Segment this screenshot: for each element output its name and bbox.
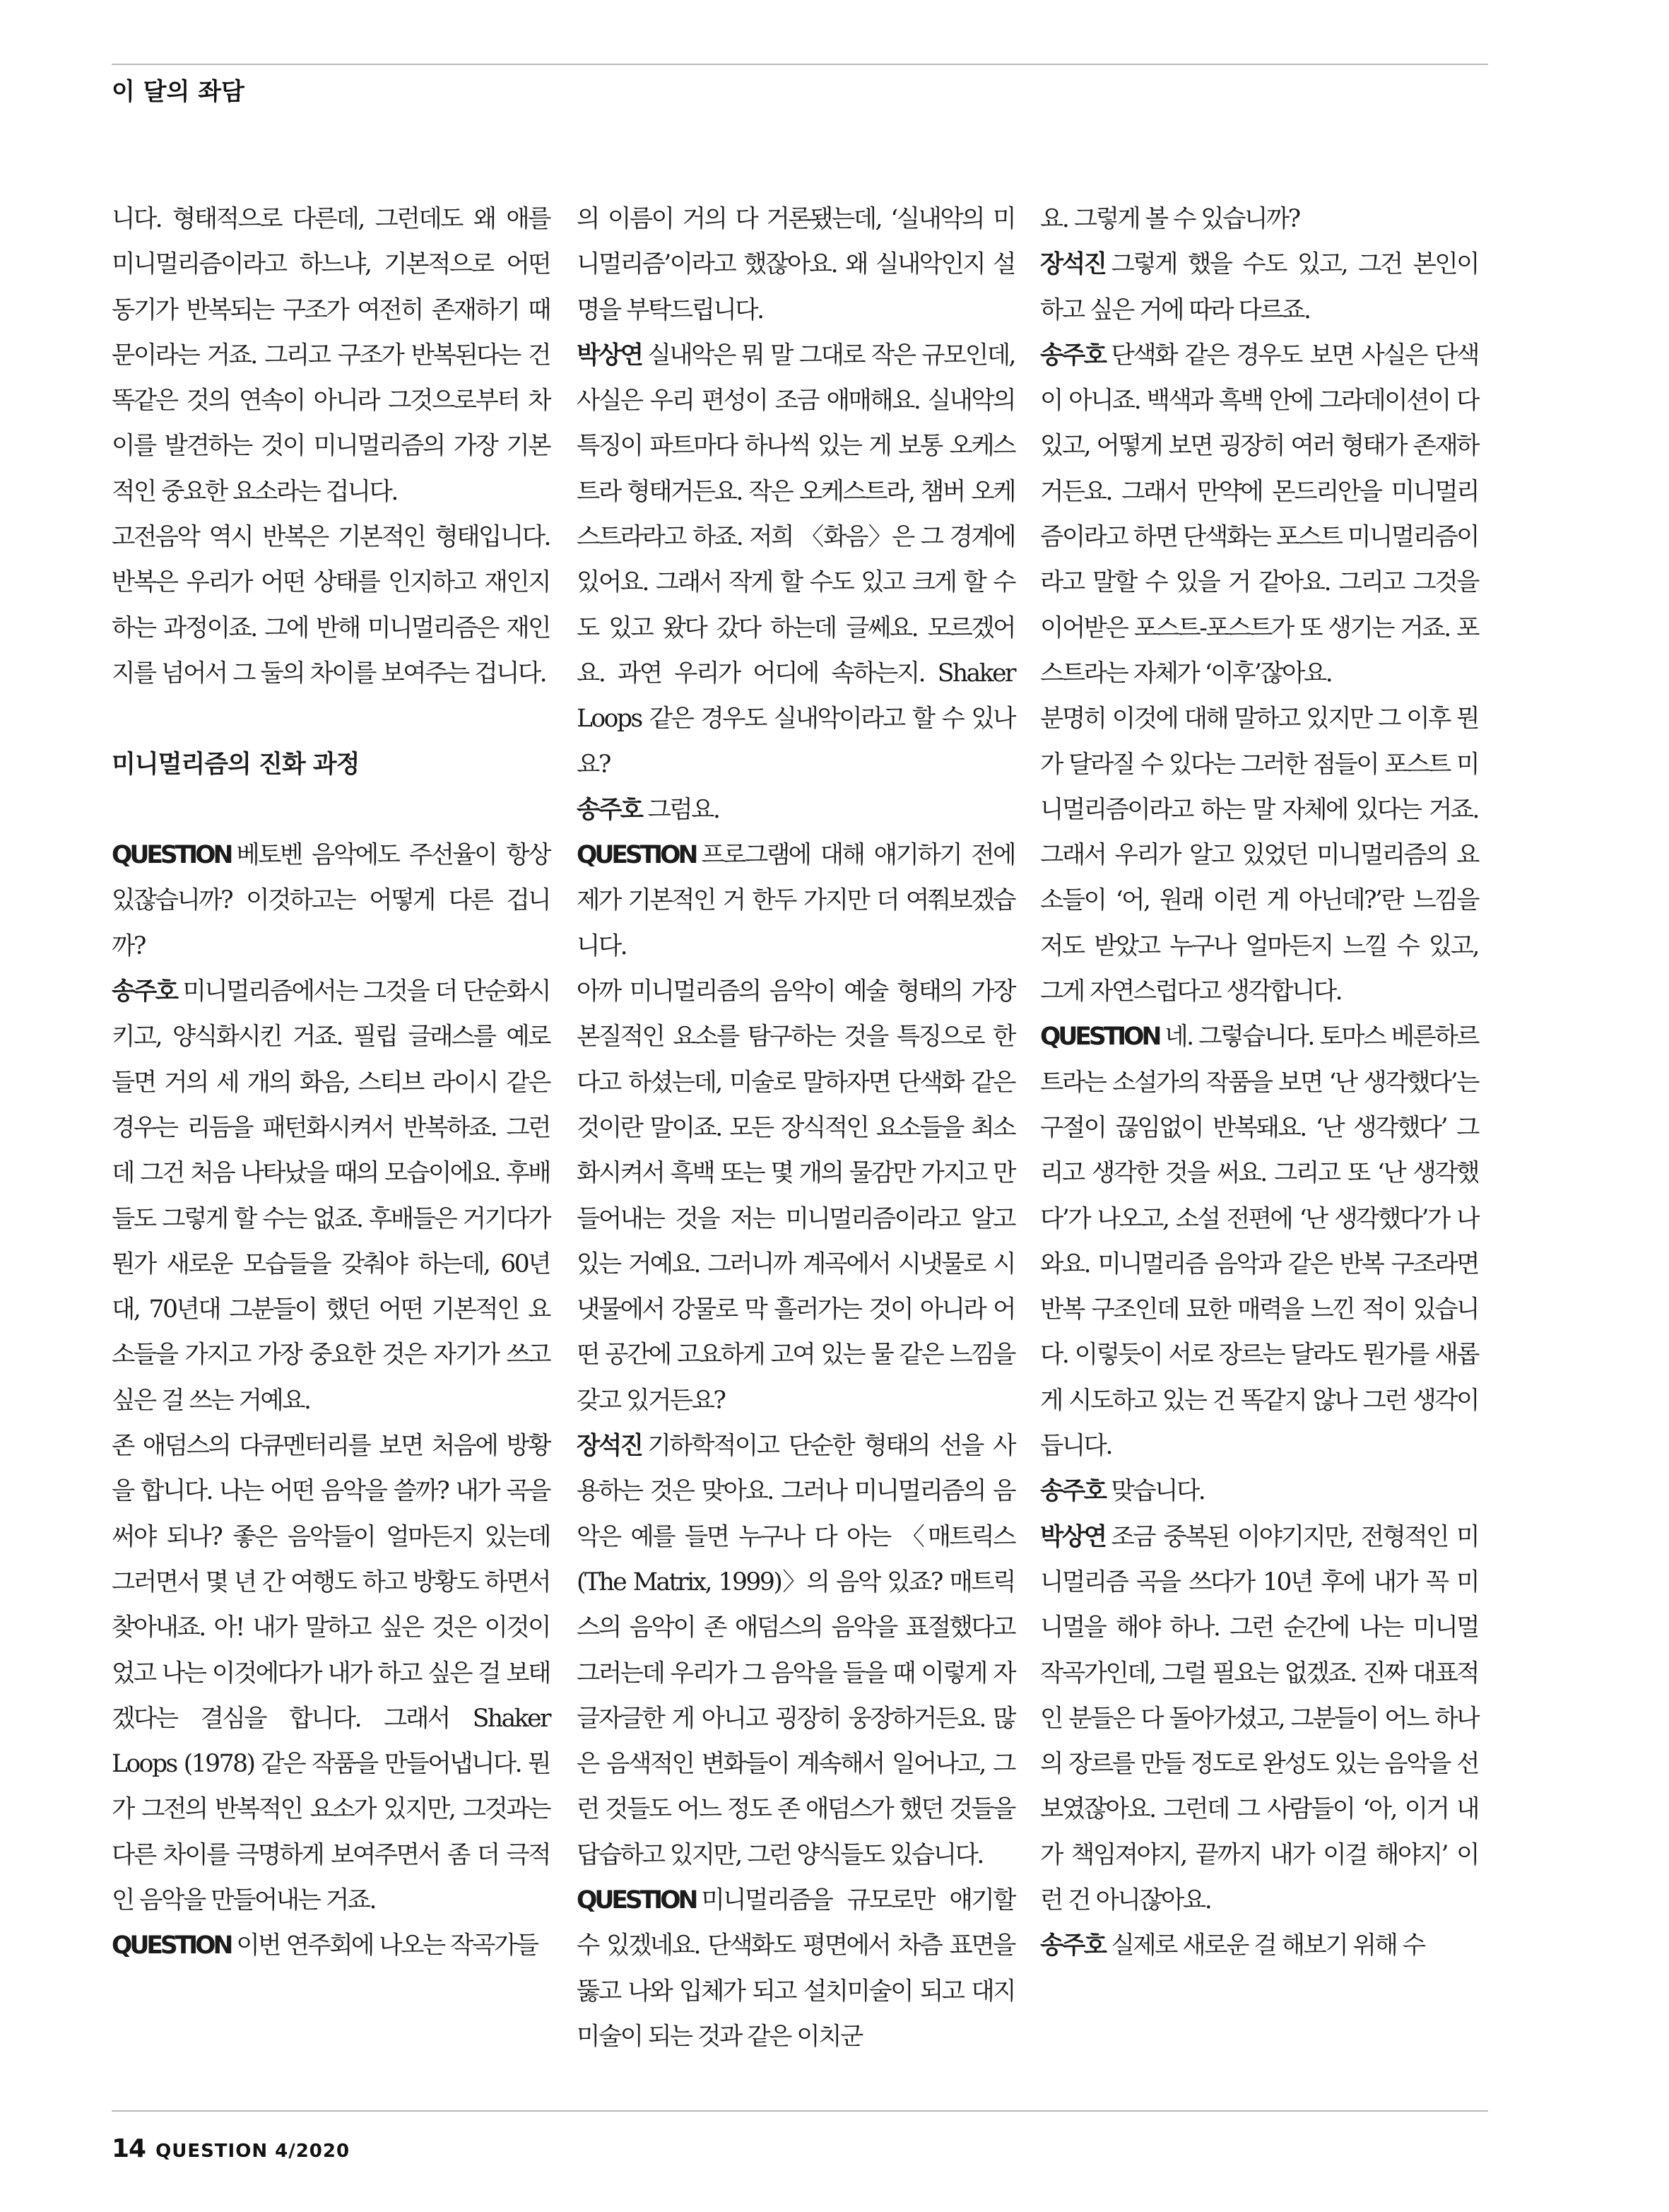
body-paragraph <box>577 1423 1015 1878</box>
paragraph-text: 미니멀리즘을 규모로만 얘기할 수 있겠네요. 단색화도 평면에서 차츰 표면을 뚫고 나와 입체가 되고 설치미술이 되고 대지미술이 되는 것과 같은 이치군 <box>577 1886 1015 2051</box>
text-column-1 <box>112 196 550 1969</box>
body-paragraph <box>1040 333 1478 696</box>
paragraph-text: 미니멀리즘에서는 그것을 더 단순화시키고, 양식화시킨 거죠. 필립 글래스를 예로 들면 거의 세 개의 화음, 스티브 라이시 같은 경우는 리듬을 패턴화시켜서 반복하죠. 그런데 그건 처음 나타났을 때의 모습이에요. 후배들도 그렇게 할 수는 없죠. 후배들은 거기다가 뭔가 새로운 모습들을 갖춰야 하는데, 60년대, 70년대 그분들이 했던 어떤 기본적인 요소들을 가지고 가장 중요한 것은 자기가 쓰고 싶은 걸 쓰는 거예요. <box>112 977 550 1415</box>
speaker-name: 박상연 <box>1040 1522 1106 1551</box>
body-paragraph <box>112 196 550 514</box>
paragraph-text: 고전음악 역시 반복은 기본적인 형태입니다. 반복은 우리가 어떤 상태를 인지하고 재인지하는 과정이죠. 그에 반해 미니멀리즘은 재인지를 넘어서 그 둘의 차이를 보여주는 겁니다. <box>112 523 550 688</box>
body-paragraph <box>1040 242 1478 333</box>
paragraph-text: 요. 그렇게 볼 수 있습니까? <box>1040 205 1299 233</box>
speaker-name: QUESTION <box>112 841 231 870</box>
body-paragraph <box>577 969 1015 1423</box>
paragraph-text: 베토벤 음악에도 주선율이 항상 있잖습니까? 이것하고는 어떻게 다른 겁니까? <box>112 841 550 960</box>
paragraph-text: 실제로 새로운 걸 해보기 위해 수 <box>1111 1931 1425 1960</box>
body-paragraph <box>1040 1923 1478 1968</box>
body-paragraph <box>1040 1014 1478 1469</box>
section-title: 이 달의 좌담 <box>112 78 244 106</box>
speaker-name: 송주호 <box>1040 1477 1106 1506</box>
speaker-name: 장석진 <box>577 1432 642 1461</box>
body-paragraph <box>112 969 550 1423</box>
body-paragraph <box>577 833 1015 969</box>
paragraph-text: 분명히 이것에 대해 말하고 있지만 그 이후 뭔가 달라질 수 있다는 그러한 점들이 포스트 미니멀리즘이라고 하는 말 자체에 있다는 거죠. 그래서 우리가 알고 있었던 미니멀리즘의 요소들이 ‘어, 원래 이런 게 아닌데?’란 느낌을 저도 받았고 누구나 얼마든지 느낄 수 있고, 그게 자연스럽다고 생각합니다. <box>1040 705 1478 1006</box>
magazine-issue: QUESTION 4/2020 <box>155 2141 350 2162</box>
speaker-name: 박상연 <box>577 341 642 370</box>
body-paragraph <box>112 514 550 696</box>
header-rule <box>112 64 1488 65</box>
body-paragraph <box>1040 196 1478 242</box>
paragraph-text: 실내악은 뭐 말 그대로 작은 규모인데, 사실은 우리 편성이 조금 애매해요. 실내악의 특징이 파트마다 하나씩 있는 게 보통 오케스트라 형태거든요. 작은 오케스트라, 챔버 오케스트라라고 하죠. 저희 〈화음〉은 그 경계에 있어요. 그래서 작게 할 수도 있고 크게 할 수도 있고 왔다 갔다 하는데 글쎄요. 모르겠어요. 과연 우리가 어디에 속하는지. Shaker Loops 같은 경우도 실내악이라고 할 수 있나요? <box>577 341 1015 779</box>
speaker-name: 송주호 <box>112 977 177 1006</box>
body-paragraph <box>1040 696 1478 1014</box>
body-paragraph <box>577 787 1015 833</box>
paragraph-text: 아까 미니멀리즘의 음악이 예술 형태의 가장 본질적인 요소를 탐구하는 것을 특징으로 한다고 하셨는데, 미술로 말하자면 단색화 같은 것이란 말이죠. 모든 장식적인 요소들을 최소화시켜서 흑백 또는 몇 개의 물감만 가지고 만들어내는 것을 저는 미니멀리즘이라고 알고 있는 거예요. 그러니까 계곡에서 시냇물로 시냇물에서 강물로 막 흘러가는 것이 아니라 어떤 공간에 고요하게 고여 있는 물 같은 느낌을 갖고 있거든요? <box>577 977 1015 1415</box>
paragraph-text: 이번 연주회에 나오는 작곡가들 <box>236 1931 538 1960</box>
paragraph-text: 기하학적이고 단순한 형태의 선을 사용하는 것은 맞아요. 그러나 미니멀리즘의 음악은 예를 들면 누구나 다 아는 〈매트릭스(The Matrix, 1999)〉의 음악 있죠? 매트릭스의 음악이 존 애덤스의 음악을 표절했다고 그러는데 우리가 그 음악을 들을 때 이렇게 자글자글한 게 아니고 굉장히 웅장하거든요. 많은 음색적인 변화들이 계속해서 일어나고, 그런 것들도 어느 정도 존 애덤스가 했던 것들을 답습하고 있지만, 그런 양식들도 있습니다. <box>577 1432 1015 1869</box>
body-paragraph <box>112 1423 550 1923</box>
paragraph-text: 단색화 같은 경우도 보면 사실은 단색이 아니죠. 백색과 흑백 안에 그라데이션이 다 있고, 어떻게 보면 굉장히 여러 형태가 존재하거든요. 그래서 만약에 몬드리안을 미니멀리즘이라고 하면 단색화는 포스트 미니멀리즘이라고 말할 수 있을 거 같아요. 그리고 그것을 이어받은 포스트-포스트가 또 생기는 거죠. 포스트라는 자체가 ‘이후’잖아요. <box>1040 341 1478 688</box>
speaker-name: 장석진 <box>1040 250 1106 279</box>
paragraph-text: 네. 그렇습니다. 토마스 베른하르트라는 소설가의 작품을 보면 ‘난 생각했다’는 구절이 끊임없이 반복돼요. ‘난 생각했다’ 그리고 생각한 것을 써요. 그리고 또 ‘난 생각했다’가 나오고, 소설 전편에 ‘난 생각했다’가 나와요. 미니멀리즘 음악과 같은 반복 구조라면 반복 구조인데 묘한 매력을 느낀 적이 있습니다. 이렇듯이 서로 장르는 달라도 뭔가를 새롭게 시도하고 있는 건 똑같지 않나 그런 생각이 듭니다. <box>1040 1023 1478 1461</box>
text-column-3 <box>1040 196 1478 1969</box>
paragraph-text: 니다. 형태적으로 다른데, 그런데도 왜 애를 미니멀리즘이라고 하느냐, 기본적으로 어떤 동기가 반복되는 구조가 여전히 존재하기 때문이라는 거죠. 그리고 구조가 반복된다는 건 똑같은 것의 연속이 아니라 그것으로부터 차이를 발견하는 것이 미니멀리즘의 가장 기본적인 중요한 요소라는 겁니다. <box>112 205 550 506</box>
speaker-name: 송주호 <box>577 795 642 824</box>
body-paragraph <box>577 1878 1015 2059</box>
body-paragraph <box>112 833 550 969</box>
paragraph-text: 조금 중복된 이야기지만, 전형적인 미니멀리즘 곡을 쓰다가 10년 후에 내가 꼭 미니멀을 해야 하나. 그런 순간에 나는 미니멀 작곡가인데, 그럴 필요는 없겠죠. 진짜 대표적인 분들은 다 돌아가셨고, 그분들이 어느 하나의 장르를 만들 정도로 완성도 있는 음악을 선보였잖아요. 그런데 그 사람들이 ‘아, 이거 내가 책임져야지, 끝까지 내가 이걸 해야지’ 이런 건 아니잖아요. <box>1040 1522 1478 1914</box>
footer-rule <box>112 2110 1488 2112</box>
body-paragraph <box>1040 1514 1478 1924</box>
page-footer <box>112 2134 350 2163</box>
paragraph-spacer <box>112 696 550 741</box>
body-paragraph <box>1040 1469 1478 1514</box>
paragraph-text: 의 이름이 거의 다 거론됐는데, ‘실내악의 미니멀리즘’이라고 했잖아요. 왜 실내악인지 설명을 부탁드립니다. <box>577 205 1015 324</box>
paragraph-spacer <box>112 787 550 833</box>
speaker-name: QUESTION <box>577 841 696 870</box>
speaker-name: QUESTION <box>1040 1023 1160 1052</box>
paragraph-text: 존 애덤스의 다큐멘터리를 보면 처음에 방황을 합니다. 나는 어떤 음악을 쓸까? 내가 곡을 써야 되나? 좋은 음악들이 얼마든지 있는데 그러면서 몇 년 간 여행도 하고 방황도 하면서 찾아내죠. 아! 내가 말하고 싶은 것은 이것이었고 나는 이것에다가 내가 하고 싶은 걸 보태겠다는 결심을 합니다. 그래서 Shaker Loops (1978) 같은 작품을 만들어냅니다. 뭔가 그전의 반복적인 요소가 있지만, 그것과는 다른 차이를 극명하게 보여주면서 좀 더 극적인 음악을 만들어내는 거죠. <box>112 1432 550 1914</box>
paragraph-text: 그럼요. <box>647 795 719 824</box>
paragraph-text: 프로그램에 대해 얘기하기 전에 제가 기본적인 거 한두 가지만 더 여쭤보겠습니다. <box>577 841 1015 960</box>
text-column-2 <box>577 196 1015 2059</box>
body-paragraph <box>577 196 1015 333</box>
body-paragraph <box>112 1923 550 1968</box>
paragraph-text: 맞습니다. <box>1111 1477 1205 1506</box>
speaker-name: QUESTION <box>577 1886 696 1914</box>
subsection-heading: 미니멀리즘의 진화 과정 <box>112 750 360 779</box>
page-number: 14 <box>112 2134 146 2163</box>
speaker-name: 송주호 <box>1040 1931 1106 1960</box>
speaker-name: QUESTION <box>112 1931 231 1960</box>
speaker-name: 송주호 <box>1040 341 1106 370</box>
body-paragraph <box>577 333 1015 787</box>
paragraph-text: 그렇게 했을 수도 있고, 그건 본인이 하고 싶은 거에 따라 다르죠. <box>1040 250 1478 324</box>
